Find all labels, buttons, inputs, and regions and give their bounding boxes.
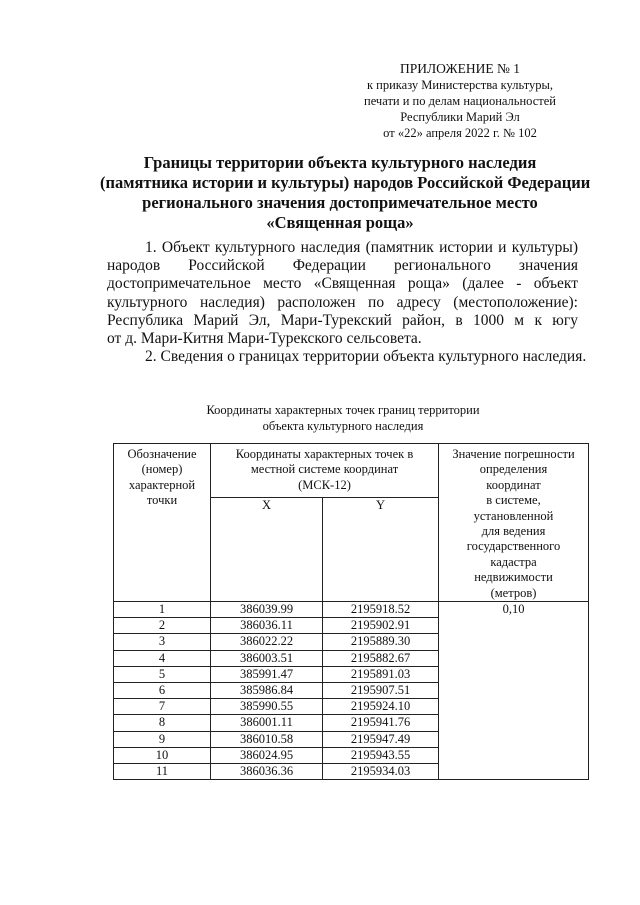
appendix-header [340, 60, 580, 141]
header-line: недвижимости [474, 570, 553, 585]
point-number-cell: 5 [114, 666, 211, 682]
paragraph-line: культурного наследия) расположен по адресу (местоположение): [107, 293, 578, 311]
y-coordinate-cell: 2195941.76 [323, 715, 439, 731]
appendix-line: Республики Марий Эл [400, 110, 520, 124]
y-coordinate-cell: 2195918.52 [323, 602, 439, 618]
title-line: Границы территории объекта культурного наследия [143, 153, 537, 172]
paragraph-line: народов Российской Федерации регионального значения [107, 257, 578, 275]
y-coordinate-cell: 2195943.55 [323, 747, 439, 763]
table-body [114, 602, 589, 780]
point-number-cell: 1 [114, 602, 211, 618]
paragraph-line: достопримечательное место «Священная роща» (далее - объект [107, 275, 578, 293]
table-caption [160, 402, 526, 434]
header-y: Y [323, 497, 439, 601]
point-number-cell: 11 [114, 764, 211, 780]
point-number-cell: 9 [114, 731, 211, 747]
title-line: «Священная роща» [266, 213, 414, 232]
y-coordinate-cell: 2195934.03 [323, 764, 439, 780]
header-error [439, 444, 589, 602]
title-line: регионального значения достопримечательное место [142, 193, 538, 212]
paragraph-2 [107, 348, 587, 366]
header-line: Координаты характерных точек в [235, 447, 414, 461]
paragraph-line: Республика Марий Эл, Мари-Турекский район, в 1000 м к югу [107, 311, 578, 329]
header-line: государственного [466, 539, 561, 554]
point-number-cell: 10 [114, 747, 211, 763]
body-text [107, 239, 587, 366]
header-line: кадастра [490, 554, 537, 569]
header-point-number [114, 444, 211, 602]
x-coordinate-cell: 386039.99 [211, 602, 323, 618]
x-coordinate-cell: 386010.58 [211, 731, 323, 747]
x-coordinate-cell: 386022.22 [211, 634, 323, 650]
header-line: Обозначение [127, 447, 197, 461]
header-line: определения [479, 462, 548, 477]
y-coordinate-cell: 2195924.10 [323, 699, 439, 715]
header-line: характерной [128, 477, 196, 492]
point-number-cell: 2 [114, 618, 211, 634]
x-coordinate-cell: 386024.95 [211, 747, 323, 763]
appendix-line: печати и по делам национальностей [364, 94, 556, 108]
header-line: точки [146, 493, 178, 508]
appendix-line: от «22» апреля 2022 г. № 102 [383, 126, 537, 140]
document-title [100, 153, 591, 233]
x-coordinate-cell: 385991.47 [211, 666, 323, 682]
x-coordinate-cell: 386036.36 [211, 764, 323, 780]
table-row [114, 602, 589, 618]
table-header-row [114, 444, 589, 498]
y-coordinate-cell: 2195907.51 [323, 683, 439, 699]
paragraph-line: 1. Объект культурного наследия (памятник истории и культуры) [145, 239, 578, 256]
error-value-cell: 0,10 [439, 602, 589, 780]
header-line: (метров) [490, 585, 537, 600]
y-coordinate-cell: 2195882.67 [323, 650, 439, 666]
point-number-cell: 7 [114, 699, 211, 715]
x-coordinate-cell: 386003.51 [211, 650, 323, 666]
appendix-line: к приказу Министерства культуры, [366, 78, 554, 92]
point-number-cell: 4 [114, 650, 211, 666]
point-number-cell: 8 [114, 715, 211, 731]
paragraph-line: 2. Сведения о границах территории объекта культурного наследия. [145, 348, 587, 366]
y-coordinate-cell: 2195902.91 [323, 618, 439, 634]
x-coordinate-cell: 385990.55 [211, 699, 323, 715]
y-coordinate-cell: 2195891.03 [323, 666, 439, 682]
coordinates-table [113, 443, 589, 780]
y-coordinate-cell: 2195947.49 [323, 731, 439, 747]
paragraph-1 [107, 239, 578, 348]
header-line: Значение погрешности [452, 447, 575, 461]
header-line: в системе, [486, 493, 541, 508]
y-coordinate-cell: 2195889.30 [323, 634, 439, 650]
header-line: местной системе координат [250, 462, 399, 477]
header-x: X [211, 497, 323, 601]
caption-line: объекта культурного наследия [262, 419, 424, 433]
paragraph-line: от д. Мари-Китня Мари-Турекского сельсовета. [107, 330, 422, 348]
x-coordinate-cell: 386036.11 [211, 618, 323, 634]
appendix-title: ПРИЛОЖЕНИЕ № 1 [399, 61, 521, 76]
x-coordinate-cell: 385986.84 [211, 683, 323, 699]
header-line: координат [486, 477, 541, 492]
header-line: (номер) [141, 462, 183, 477]
x-coordinate-cell: 386001.11 [211, 715, 323, 731]
header-coordinates [211, 444, 439, 498]
header-line: для ведения [481, 524, 546, 539]
point-number-cell: 6 [114, 683, 211, 699]
point-number-cell: 3 [114, 634, 211, 650]
header-line: установленной [473, 508, 554, 523]
title-line: (памятника истории и культуры) народов Российской Федерации [100, 173, 591, 192]
header-line: (МСК-12) [298, 477, 351, 492]
caption-line: Координаты характерных точек границ территории [206, 403, 480, 417]
